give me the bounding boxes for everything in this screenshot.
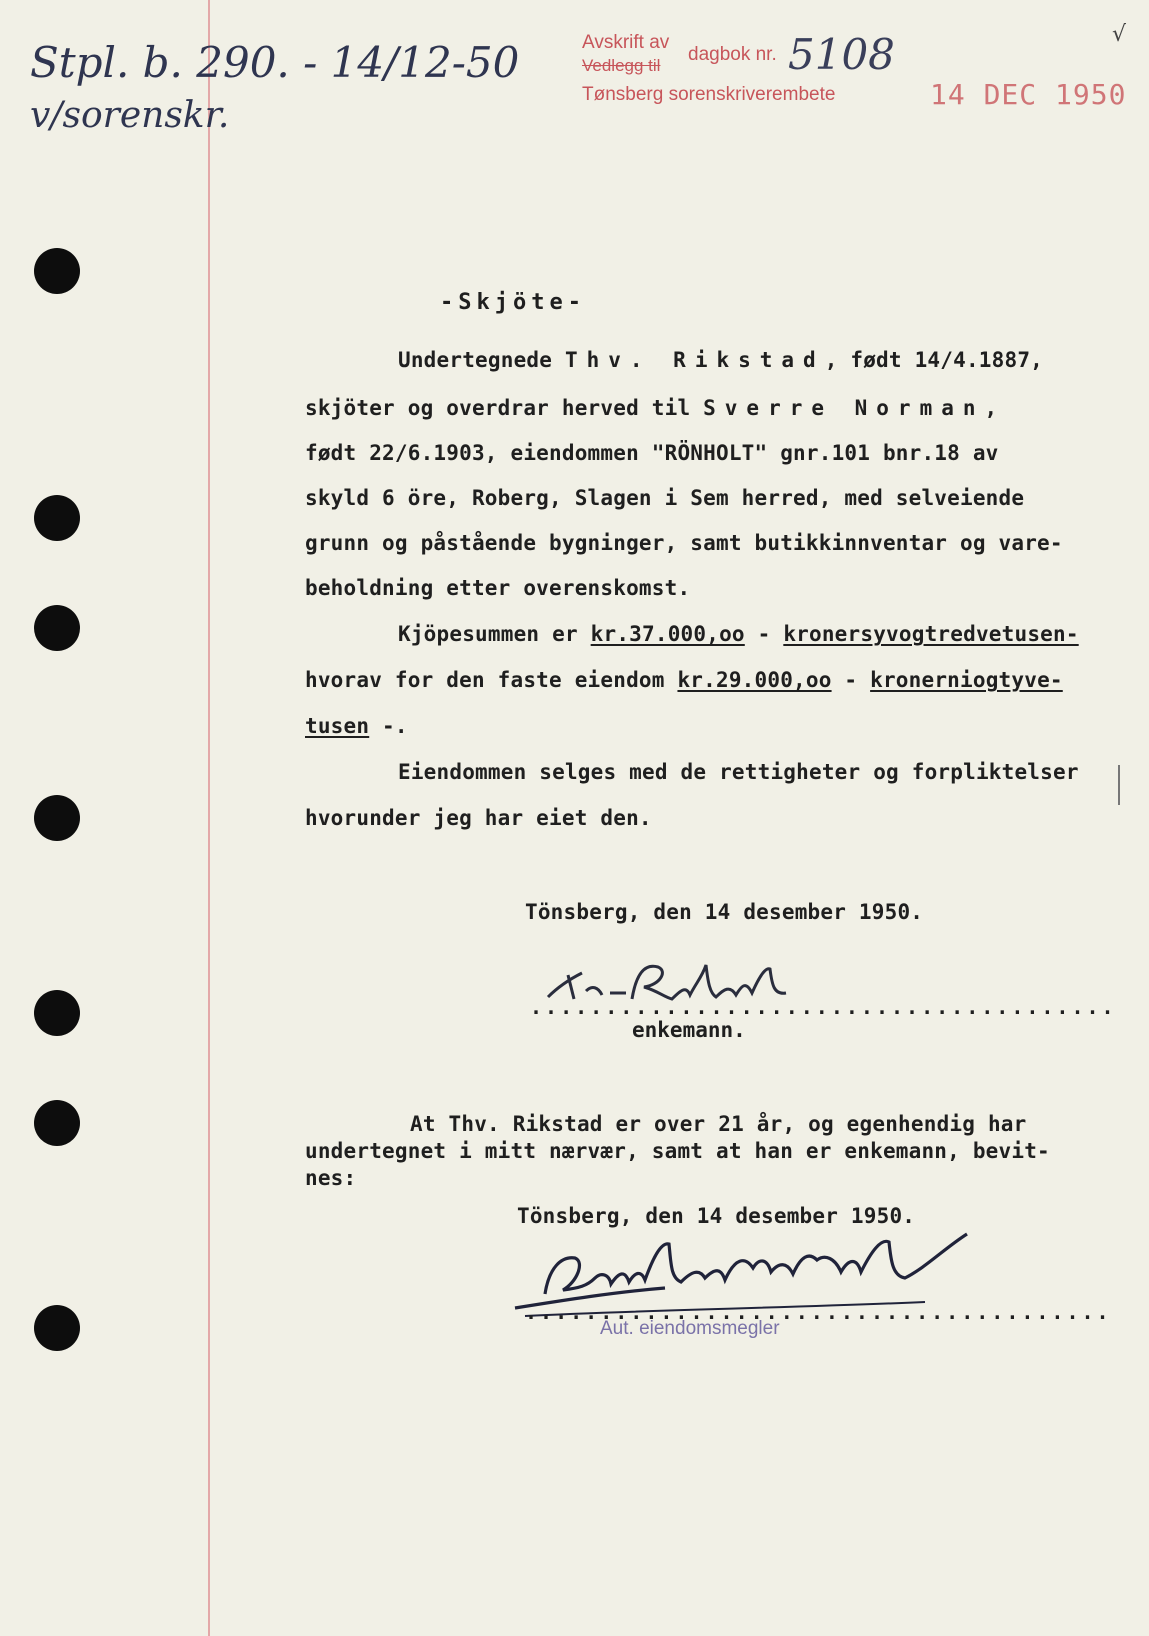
corner-check-mark: √ [1112, 22, 1127, 47]
witness-line-2: undertegnet i mitt nærvær, samt at han er enkemann, bevit- [305, 1139, 1050, 1163]
property-amount-words-end: tusen [305, 714, 370, 738]
margin-rule [208, 0, 210, 1636]
broker-title-stamp: Aut. eiendomsmegler [600, 1318, 780, 1339]
property-amount: kr.29.000,oo [677, 668, 832, 692]
margin-mark [1118, 765, 1120, 805]
place-date-2: Tönsberg, den 14 desember 1950. [517, 1204, 916, 1228]
handwritten-dagbok-number: 5108 [788, 30, 895, 79]
buyer-name: Sverre Norman [703, 396, 985, 420]
text: , født 14/4.1887, [824, 348, 1044, 372]
body-line-3: født 22/6.1903, eiendommen "RÖNHOLT" gnr.101 bnr.18 av [305, 441, 999, 465]
stamp-avskrift: Avskrift av [582, 32, 670, 53]
property-amount-words: kronerniogtyve- [870, 668, 1063, 692]
body-line-10: Eiendommen selges med de rettigheter og forpliktelser [398, 760, 1079, 784]
handwritten-subnote: v/sorenskr. [30, 95, 230, 136]
body-line-5: grunn og påstående bygninger, samt butikkinnventar og vare- [305, 531, 1063, 555]
punch-hole [34, 990, 80, 1036]
body-line-1 [398, 348, 1043, 372]
body-line-6: beholdning etter overenskomst. [305, 576, 691, 600]
text: -. [369, 714, 408, 738]
text: - [744, 622, 784, 646]
punch-hole [34, 1305, 80, 1351]
stamp-vedlegg: Vedlegg til [582, 56, 661, 75]
punch-hole [34, 1100, 80, 1146]
purchase-amount: kr.37.000,oo [590, 622, 745, 646]
date-stamp: 14 DEC 1950 [930, 78, 1127, 111]
text: - [831, 668, 871, 692]
body-line-8 [305, 668, 1063, 692]
stamp-dagbok-label: dagbok nr. [688, 44, 777, 65]
witness-line-3: nes: [305, 1166, 357, 1190]
body-line-2 [305, 396, 997, 420]
punch-hole [34, 495, 80, 541]
text: skjöter og overdrar herved til [305, 396, 704, 420]
place-date-1: Tönsberg, den 14 desember 1950. [525, 900, 924, 924]
text: , [984, 396, 998, 420]
punch-hole [34, 605, 80, 651]
seller-name: Thv. Rikstad [564, 348, 825, 372]
body-line-7 [398, 622, 1079, 646]
body-line-11: hvorunder jeg har eiet den. [305, 806, 652, 830]
witness-line-1: At Thv. Rikstad er over 21 år, og egenhendig har [410, 1112, 1027, 1136]
body-line-4: skyld 6 öre, Roberg, Slagen i Sem herred, med selveiende [305, 486, 1025, 510]
signature-dotted-line: ....................................... [530, 995, 1117, 1019]
handwritten-reference: Stpl. b. 290. - 14/12-50 [30, 38, 520, 87]
text: Kjöpesummen er [398, 622, 591, 646]
document-title: -Skjöte- [440, 290, 586, 315]
purchase-amount-words: kronersyvogtredvetusen- [783, 622, 1079, 646]
text: Undertegnede [398, 348, 565, 372]
signature-dotted-line-2: ....................................... [525, 1300, 1112, 1324]
punch-hole [34, 795, 80, 841]
signer-title: enkemann. [632, 1018, 746, 1042]
punch-hole [34, 248, 80, 294]
text: hvorav for den faste eiendom [305, 668, 678, 692]
body-line-9 [305, 714, 408, 738]
stamp-office: Tønsberg sorenskriverembete [582, 84, 836, 105]
